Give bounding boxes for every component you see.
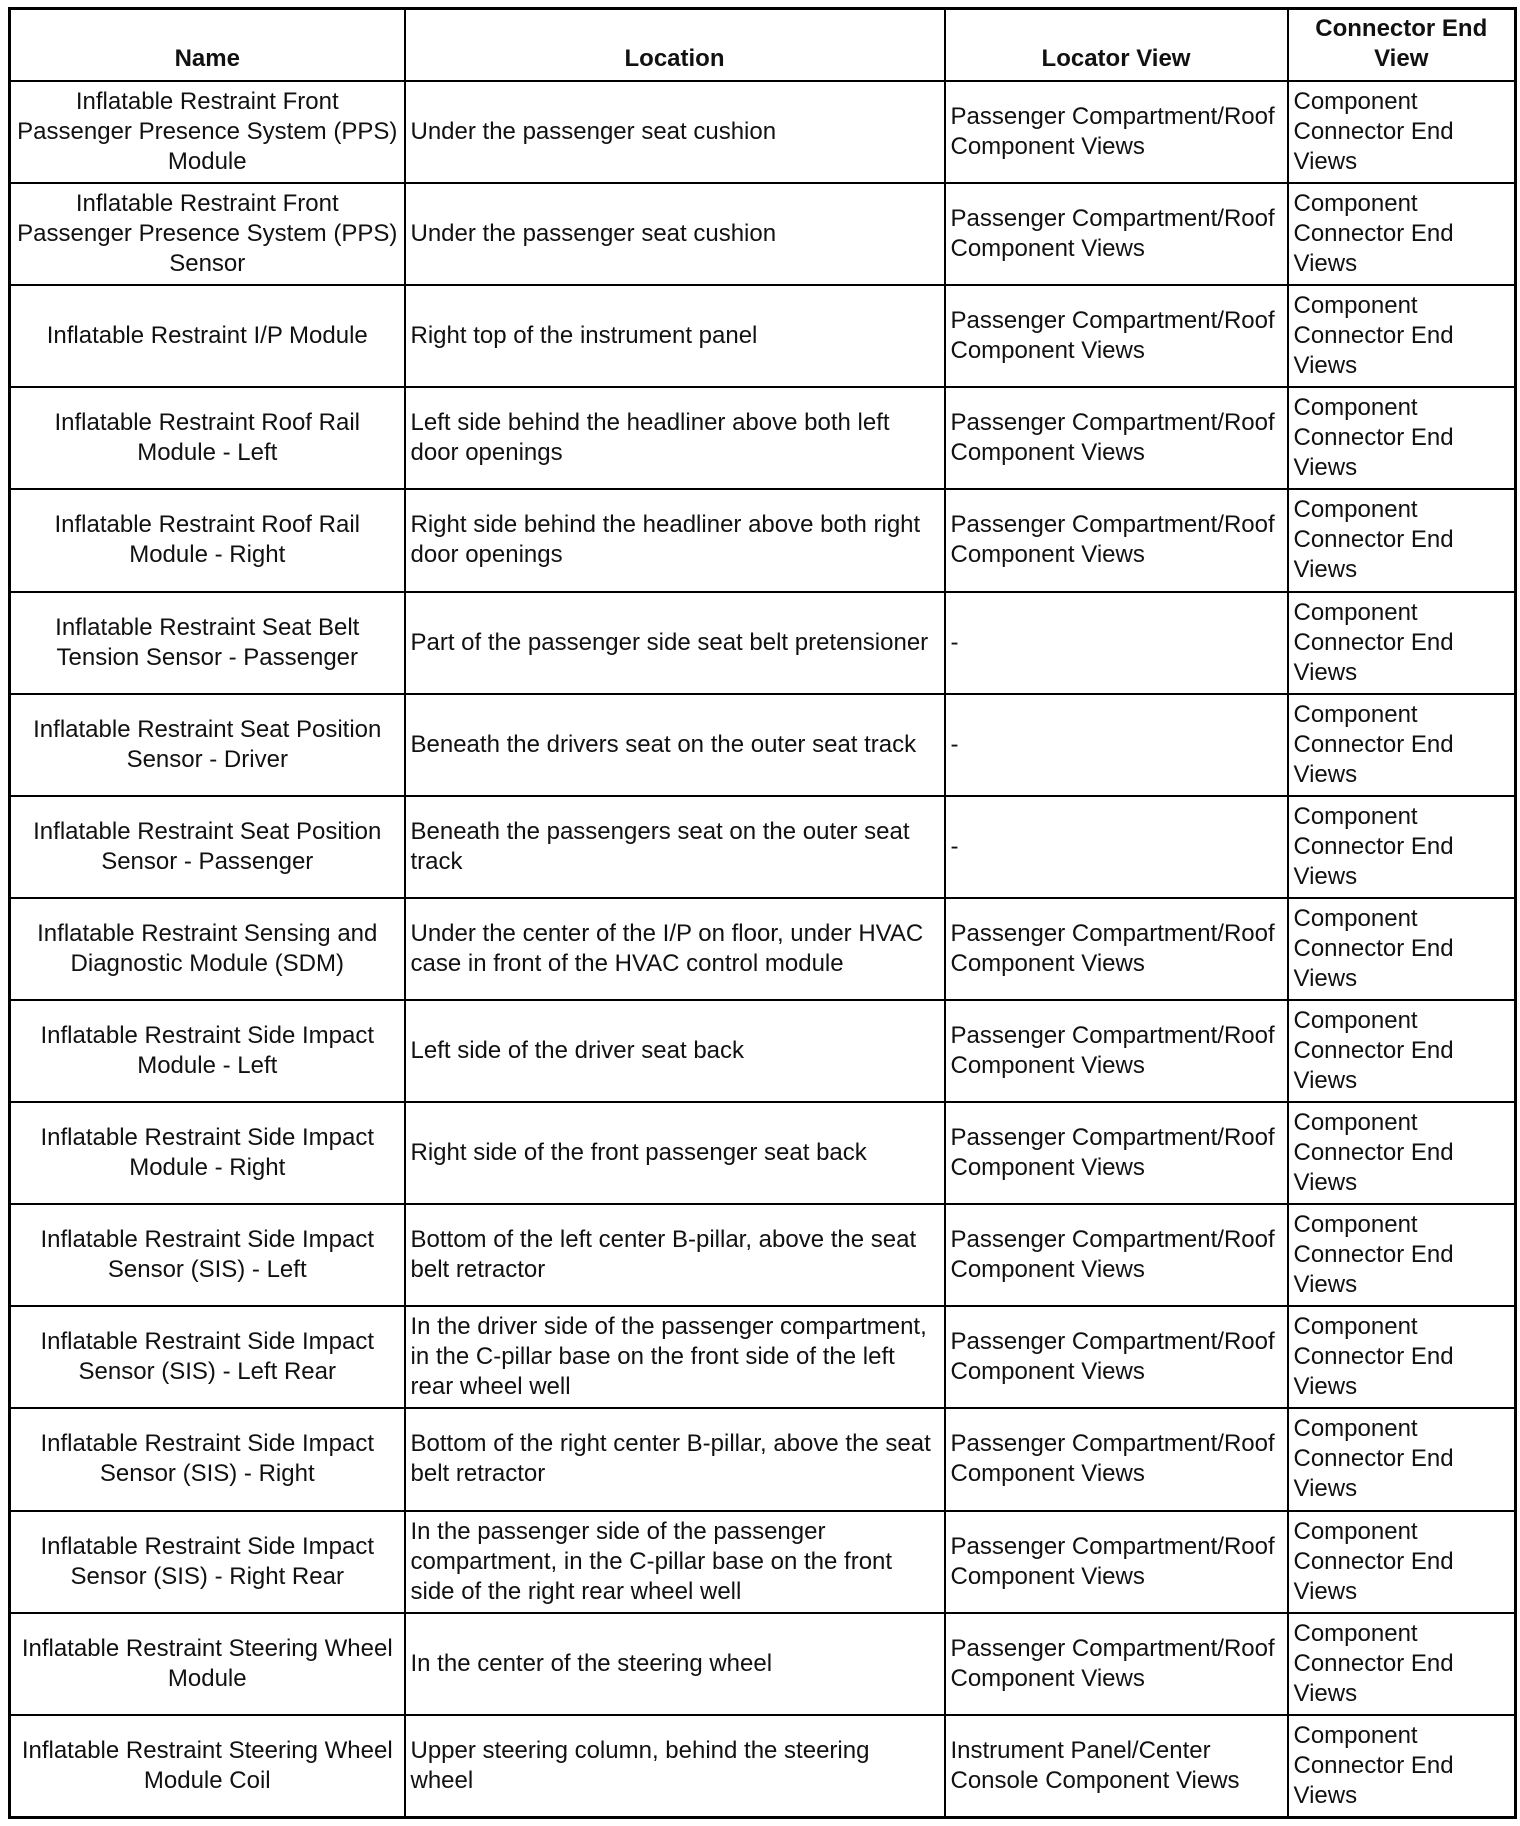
cell-name: Inflatable Restraint Seat Belt Tension Sensor - Passenger: [10, 592, 405, 694]
cell-locator-view: Instrument Panel/Center Console Component Views: [945, 1715, 1288, 1818]
cell-locator-view: Passenger Compartment/Roof Component Views: [945, 1000, 1288, 1102]
table-row: [10, 285, 1516, 387]
table-row: [10, 81, 1516, 183]
cell-location: Beneath the passengers seat on the outer seat track: [405, 796, 945, 898]
cell-connector-end-view: Component Connector End Views: [1288, 1000, 1516, 1102]
cell-locator-view: Passenger Compartment/Roof Component Views: [945, 898, 1288, 1000]
cell-location: In the passenger side of the passenger compartment, in the C-pillar base on the front side of the right rear wheel well: [405, 1511, 945, 1613]
header-locator-view: Locator View: [945, 9, 1288, 82]
cell-connector-end-view: Component Connector End Views: [1288, 1511, 1516, 1613]
cell-locator-view: Passenger Compartment/Roof Component Views: [945, 1204, 1288, 1306]
table-row: [10, 1613, 1516, 1715]
cell-locator-view: -: [945, 592, 1288, 694]
cell-location: Right side of the front passenger seat back: [405, 1102, 945, 1204]
cell-name: Inflatable Restraint Roof Rail Module - Left: [10, 387, 405, 489]
cell-name: Inflatable Restraint Front Passenger Presence System (PPS) Sensor: [10, 183, 405, 285]
cell-name: Inflatable Restraint Side Impact Sensor (SIS) - Left Rear: [10, 1306, 405, 1408]
table-row: [10, 694, 1516, 796]
cell-connector-end-view: Component Connector End Views: [1288, 1102, 1516, 1204]
header-name: Name: [10, 9, 405, 82]
cell-connector-end-view: Component Connector End Views: [1288, 796, 1516, 898]
cell-name: Inflatable Restraint Seat Position Sensor - Driver: [10, 694, 405, 796]
cell-name: Inflatable Restraint Sensing and Diagnostic Module (SDM): [10, 898, 405, 1000]
table-row: [10, 1306, 1516, 1408]
cell-connector-end-view: Component Connector End Views: [1288, 1408, 1516, 1510]
component-locator-table: [8, 7, 1517, 1819]
cell-name: Inflatable Restraint Side Impact Sensor (SIS) - Left: [10, 1204, 405, 1306]
cell-location: In the center of the steering wheel: [405, 1613, 945, 1715]
cell-location: Part of the passenger side seat belt pretensioner: [405, 592, 945, 694]
cell-locator-view: -: [945, 796, 1288, 898]
cell-name: Inflatable Restraint Side Impact Sensor (SIS) - Right: [10, 1408, 405, 1510]
component-locator-table-sheet: [8, 7, 1514, 1819]
cell-name: Inflatable Restraint Steering Wheel Module: [10, 1613, 405, 1715]
cell-location: Upper steering column, behind the steering wheel: [405, 1715, 945, 1818]
cell-name: Inflatable Restraint Roof Rail Module - Right: [10, 489, 405, 591]
cell-name: Inflatable Restraint I/P Module: [10, 285, 405, 387]
header-row: [10, 9, 1516, 82]
cell-location: In the driver side of the passenger compartment, in the C-pillar base on the front side of the left rear wheel well: [405, 1306, 945, 1408]
cell-connector-end-view: Component Connector End Views: [1288, 694, 1516, 796]
table-row: [10, 898, 1516, 1000]
table-row: [10, 796, 1516, 898]
cell-location: Right side behind the headliner above both right door openings: [405, 489, 945, 591]
cell-connector-end-view: Component Connector End Views: [1288, 898, 1516, 1000]
cell-locator-view: Passenger Compartment/Roof Component Views: [945, 1613, 1288, 1715]
table-row: [10, 489, 1516, 591]
cell-connector-end-view: Component Connector End Views: [1288, 81, 1516, 183]
cell-connector-end-view: Component Connector End Views: [1288, 1715, 1516, 1818]
cell-location: Beneath the drivers seat on the outer seat track: [405, 694, 945, 796]
cell-locator-view: Passenger Compartment/Roof Component Views: [945, 183, 1288, 285]
cell-connector-end-view: Component Connector End Views: [1288, 1306, 1516, 1408]
cell-connector-end-view: Component Connector End Views: [1288, 1204, 1516, 1306]
cell-name: Inflatable Restraint Front Passenger Presence System (PPS) Module: [10, 81, 405, 183]
cell-location: Bottom of the right center B-pillar, above the seat belt retractor: [405, 1408, 945, 1510]
cell-connector-end-view: Component Connector End Views: [1288, 489, 1516, 591]
table-row: [10, 183, 1516, 285]
cell-name: Inflatable Restraint Steering Wheel Module Coil: [10, 1715, 405, 1818]
cell-connector-end-view: Component Connector End Views: [1288, 285, 1516, 387]
cell-name: Inflatable Restraint Seat Position Sensor - Passenger: [10, 796, 405, 898]
table-row: [10, 592, 1516, 694]
cell-locator-view: Passenger Compartment/Roof Component Views: [945, 285, 1288, 387]
cell-locator-view: Passenger Compartment/Roof Component Views: [945, 489, 1288, 591]
cell-connector-end-view: Component Connector End Views: [1288, 1613, 1516, 1715]
cell-locator-view: Passenger Compartment/Roof Component Views: [945, 1306, 1288, 1408]
cell-locator-view: Passenger Compartment/Roof Component Views: [945, 81, 1288, 183]
table-row: [10, 1715, 1516, 1818]
header-connector-end-view: Connector End View: [1288, 9, 1516, 82]
cell-locator-view: -: [945, 694, 1288, 796]
cell-locator-view: Passenger Compartment/Roof Component Views: [945, 1511, 1288, 1613]
cell-location: Left side behind the headliner above both left door openings: [405, 387, 945, 489]
cell-location: Bottom of the left center B-pillar, above the seat belt retractor: [405, 1204, 945, 1306]
cell-location: Under the passenger seat cushion: [405, 81, 945, 183]
cell-name: Inflatable Restraint Side Impact Module - Left: [10, 1000, 405, 1102]
table-row: [10, 1000, 1516, 1102]
cell-location: Left side of the driver seat back: [405, 1000, 945, 1102]
cell-connector-end-view: Component Connector End Views: [1288, 183, 1516, 285]
cell-location: Under the passenger seat cushion: [405, 183, 945, 285]
cell-locator-view: Passenger Compartment/Roof Component Views: [945, 1102, 1288, 1204]
cell-locator-view: Passenger Compartment/Roof Component Views: [945, 387, 1288, 489]
cell-location: Under the center of the I/P on floor, under HVAC case in front of the HVAC control module: [405, 898, 945, 1000]
cell-location: Right top of the instrument panel: [405, 285, 945, 387]
table-row: [10, 1408, 1516, 1510]
cell-name: Inflatable Restraint Side Impact Module - Right: [10, 1102, 405, 1204]
header-location: Location: [405, 9, 945, 82]
cell-connector-end-view: Component Connector End Views: [1288, 592, 1516, 694]
table-row: [10, 387, 1516, 489]
cell-connector-end-view: Component Connector End Views: [1288, 387, 1516, 489]
cell-name: Inflatable Restraint Side Impact Sensor (SIS) - Right Rear: [10, 1511, 405, 1613]
table-row: [10, 1204, 1516, 1306]
table-row: [10, 1511, 1516, 1613]
table-body: [10, 81, 1516, 1818]
table-row: [10, 1102, 1516, 1204]
cell-locator-view: Passenger Compartment/Roof Component Views: [945, 1408, 1288, 1510]
